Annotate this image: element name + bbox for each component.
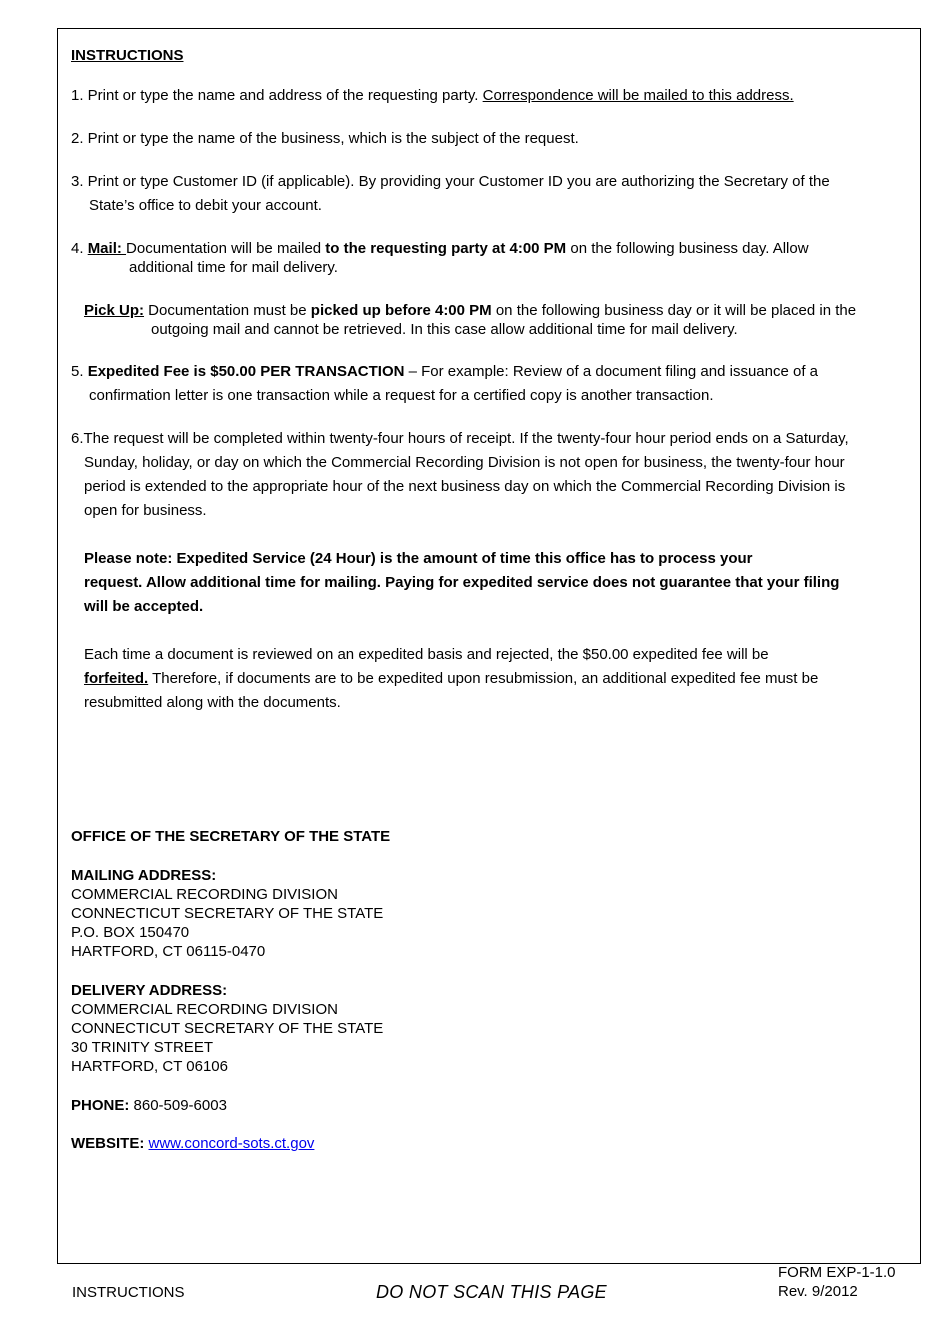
delivery-address-label: DELIVERY ADDRESS:: [71, 982, 228, 999]
instruction-item-5-line2: confirmation letter is one transaction while a request for a certified copy is another transaction.: [89, 387, 714, 404]
item4-prefix: 4.: [71, 240, 88, 257]
item5-text1: – For example: Review of a document filing and issuance of a: [404, 363, 819, 380]
do-not-scan-notice: DO NOT SCAN THIS PAGE: [376, 1282, 607, 1302]
instruction-item-3-line1: 3. Print or type Customer ID (if applicable). By providing your Customer ID you are authorizing the Secretary of the: [71, 173, 830, 190]
form-number: FORM EXP-1-1.0: [778, 1264, 896, 1281]
mailing-address-line: HARTFORD, CT 06115-0470: [71, 943, 266, 960]
office-title: OFFICE OF THE SECRETARY OF THE STATE: [71, 828, 391, 845]
delivery-address-line: HARTFORD, CT 06106: [71, 1058, 228, 1075]
website-link[interactable]: www.concord-sots.ct.gov: [148, 1135, 315, 1152]
rejection-line1: Each time a document is reviewed on an expedited basis and rejected, the $50.00 expedited fee will be: [84, 646, 769, 663]
pickup-label: Pick Up:: [84, 302, 145, 319]
rejection-line2-rest: Therefore, if documents are to be expedited upon resubmission, an additional expedited fee must be: [148, 670, 819, 687]
instruction-item-6-line1: 6.The request will be completed within twenty-four hours of receipt. If the twenty-four hour period ends on a Saturday,: [71, 430, 849, 447]
pickup-text2: on the following business day or it will be placed in the: [491, 302, 857, 319]
mailing-address-line: CONNECTICUT SECRETARY OF THE STATE: [71, 905, 384, 922]
mailing-address-label: MAILING ADDRESS:: [71, 867, 217, 884]
mailing-address-line: P.O. BOX 150470: [71, 924, 190, 941]
item1-underlined: Correspondence will be mailed to this address.: [482, 87, 794, 104]
item5-bold: Expedited Fee is $50.00 PER TRANSACTION: [87, 363, 405, 380]
instruction-item-6-line3: period is extended to the appropriate hour of the next business day on which the Commercial Recording Division is: [84, 478, 846, 495]
delivery-address-line: COMMERCIAL RECORDING DIVISION: [71, 1001, 338, 1018]
please-note-line2: request. Allow additional time for mailing. Paying for expedited service does not guarantee that your filing: [84, 574, 840, 591]
item5-prefix: 5.: [71, 363, 88, 380]
delivery-address-line: CONNECTICUT SECRETARY OF THE STATE: [71, 1020, 384, 1037]
instruction-item-4-pickup: [84, 302, 856, 319]
form-revision: Rev. 9/2012: [778, 1283, 858, 1300]
instruction-item-1: [71, 84, 794, 108]
please-note-line1: Please note: Expedited Service (24 Hour) is the amount of time this office has to process your: [84, 550, 753, 567]
please-note-line3: will be accepted.: [84, 598, 204, 615]
pickup-text1: Documentation must be: [144, 302, 311, 319]
rejection-line2: [84, 667, 818, 691]
mail-label: Mail:: [87, 240, 127, 257]
instruction-item-6-line4: open for business.: [84, 502, 207, 519]
instruction-item-4-mail-line2: additional time for mail delivery.: [129, 259, 338, 276]
website-row: [71, 1134, 314, 1153]
phone-row: [71, 1096, 227, 1115]
instruction-item-3-line2: State’s office to debit your account.: [89, 197, 322, 214]
instruction-item-5: [71, 360, 818, 384]
instruction-item-4-mail: [71, 240, 809, 257]
instruction-item-6-line2: Sunday, holiday, or day on which the Commercial Recording Division is not open for business, the twenty-four hour: [84, 454, 845, 471]
mailing-address-line: COMMERCIAL RECORDING DIVISION: [71, 886, 338, 903]
instructions-heading: INSTRUCTIONS: [71, 47, 184, 64]
forfeited-word: forfeited.: [84, 670, 149, 687]
footer-instructions-label: INSTRUCTIONS: [72, 1284, 185, 1301]
instruction-item-2: 2. Print or type the name of the business, which is the subject of the request.: [71, 130, 579, 147]
item1-text: 1. Print or type the name and address of the requesting party.: [71, 87, 483, 104]
pickup-bold: picked up before 4:00 PM: [310, 302, 492, 319]
phone-label: PHONE:: [71, 1097, 130, 1114]
mail-text1: Documentation will be mailed: [126, 240, 326, 257]
rejection-line3: resubmitted along with the documents.: [84, 694, 341, 711]
mail-text2: on the following business day. Allow: [566, 240, 809, 257]
website-label: WEBSITE:: [71, 1135, 145, 1152]
mail-bold: to the requesting party at 4:00 PM: [325, 240, 567, 257]
instruction-item-4-pickup-line2: outgoing mail and cannot be retrieved. In this case allow additional time for mail delivery.: [151, 321, 738, 338]
phone-number: 860-509-6003: [129, 1097, 227, 1114]
delivery-address-line: 30 TRINITY STREET: [71, 1039, 213, 1056]
